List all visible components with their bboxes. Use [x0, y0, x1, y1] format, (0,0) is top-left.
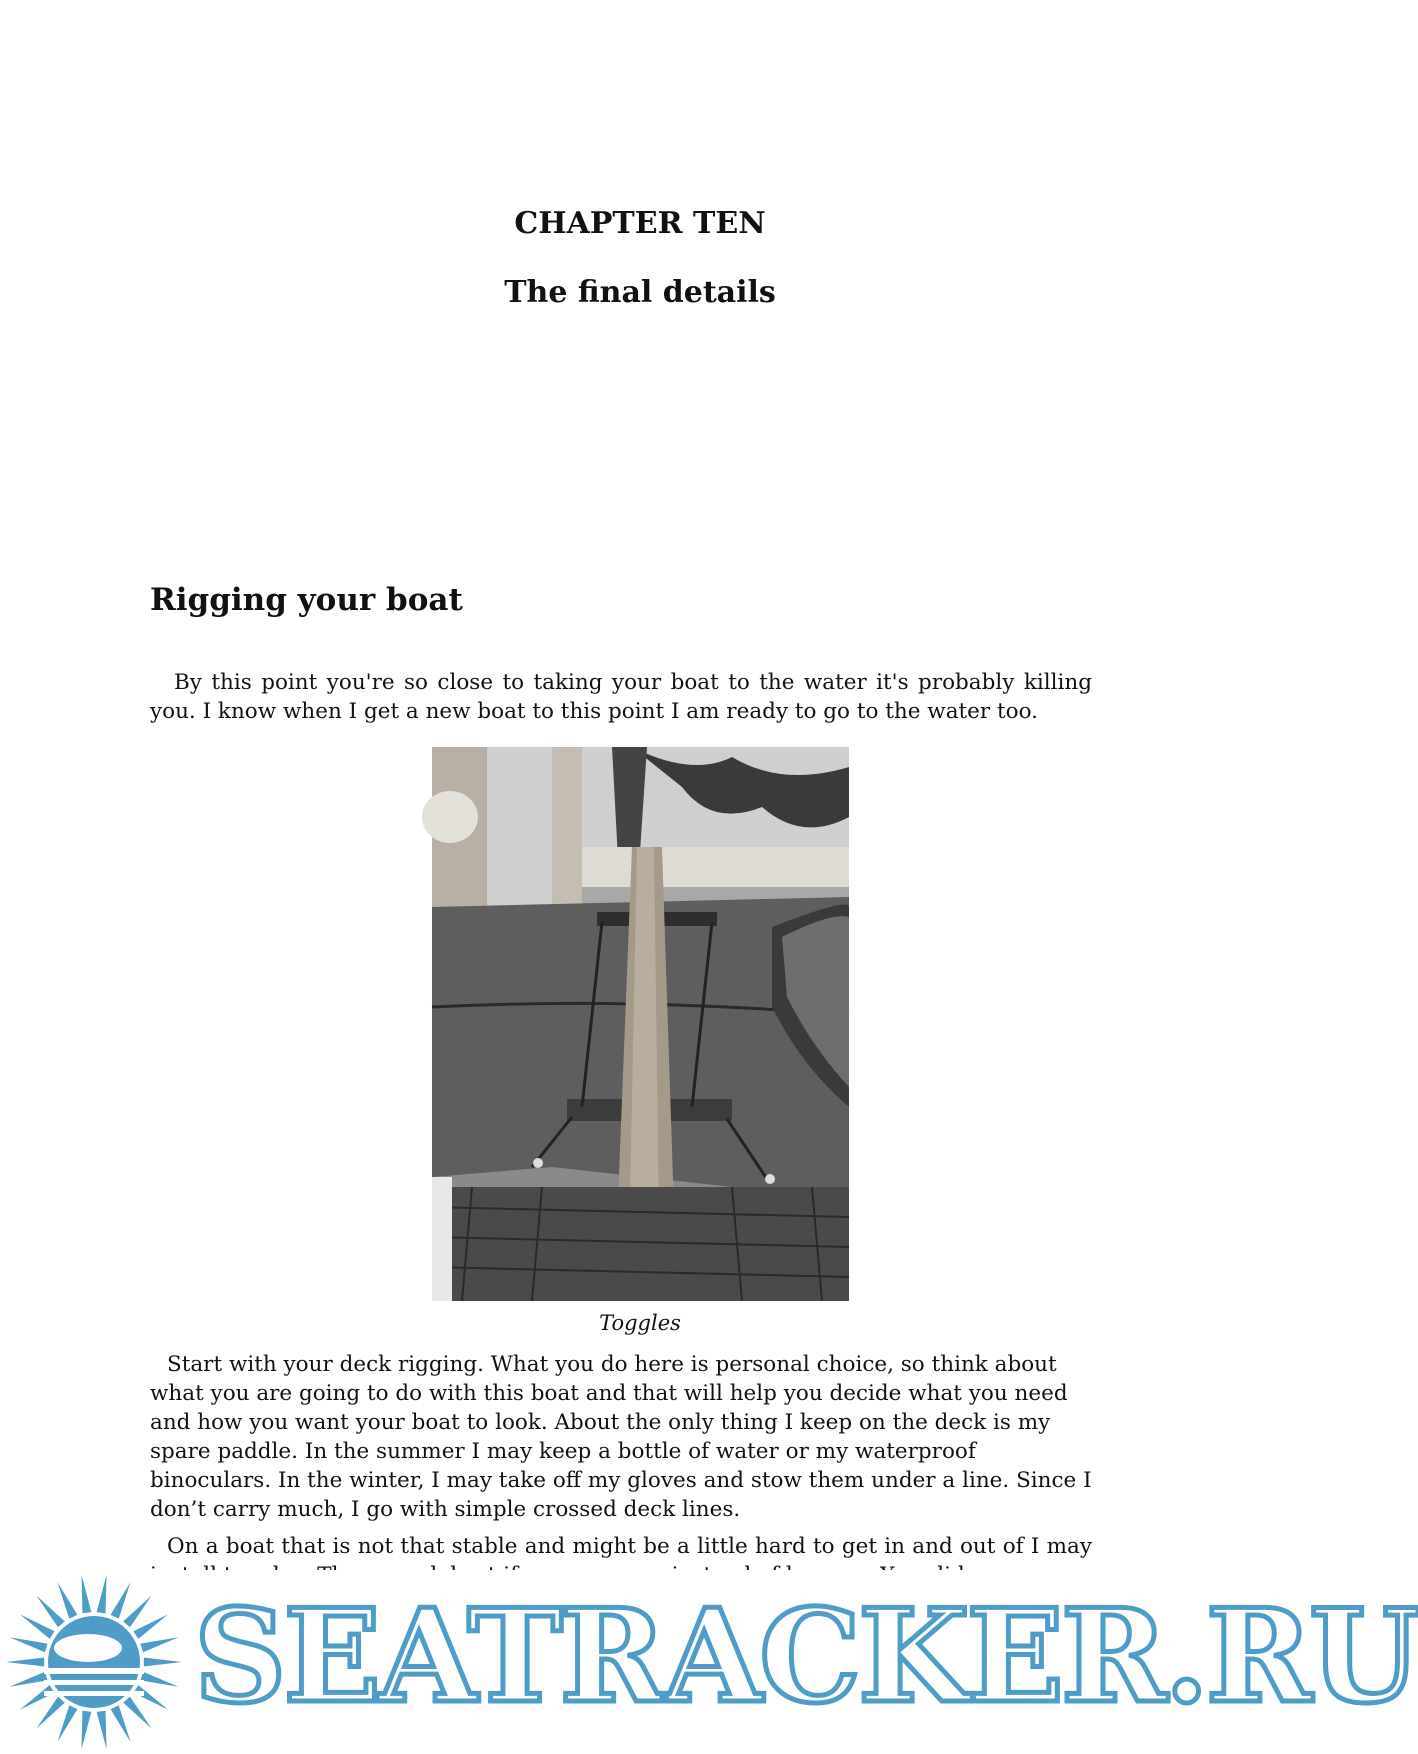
sun-ray — [133, 1685, 168, 1709]
toggles-paragraph: On a boat that is not that stable and might be a little hard to get in and out of I may — [167, 1534, 1092, 1559]
figure-caption: Toggles — [599, 1311, 681, 1335]
sun-ray — [10, 1637, 48, 1652]
sun-ray — [81, 1575, 91, 1613]
watermark-text: SEATRACKER.RU — [194, 1582, 1418, 1732]
sun-ray — [97, 1575, 107, 1613]
sun-ray — [20, 1614, 55, 1638]
sun-ray — [20, 1685, 55, 1709]
chapter-number: CHAPTER TEN — [514, 206, 766, 241]
sun-ray — [141, 1637, 179, 1652]
sun-ray — [111, 1582, 131, 1619]
sun-ray — [36, 1697, 64, 1729]
sun-ray — [6, 1658, 44, 1667]
sun-ray — [36, 1595, 64, 1627]
sun-ray — [141, 1672, 179, 1687]
toggles-photo — [432, 747, 849, 1301]
deck-rigging-paragraph: Start with your deck rigging. What you do here is personal choice, so think about what you are going to do with this boat and that will help you decide what you need and how you want your boat to look. About the only thing I keep on the deck is my spare paddle. In the summer I may keep a bottle of water or my waterproof binoculars. In the winter, I may take off my gloves and stow them under a line. Since I don’t carry much, I go with simple crossed deck lines. — [150, 1352, 1092, 1522]
chapter-title: The final details — [504, 275, 776, 310]
watermark — [0, 1570, 1418, 1754]
sun-ray — [57, 1582, 77, 1619]
sun-logo-icon — [4, 1572, 184, 1752]
intro-paragraph: By this point you're so close to taking your boat to the water it's probably killing you. I know when I get a new boat to this point I am ready to go to the water too. — [150, 670, 1092, 724]
sun-ray — [144, 1658, 182, 1667]
sun-ray — [123, 1697, 151, 1729]
sun-ray — [10, 1672, 48, 1687]
section-heading: Rigging your boat — [150, 582, 463, 618]
sun-ray — [81, 1711, 91, 1749]
sun-ray — [111, 1705, 131, 1742]
sun-ray — [57, 1705, 77, 1742]
sun-ray — [123, 1595, 151, 1627]
sun-ray — [133, 1614, 168, 1638]
sun-ray — [97, 1711, 107, 1749]
